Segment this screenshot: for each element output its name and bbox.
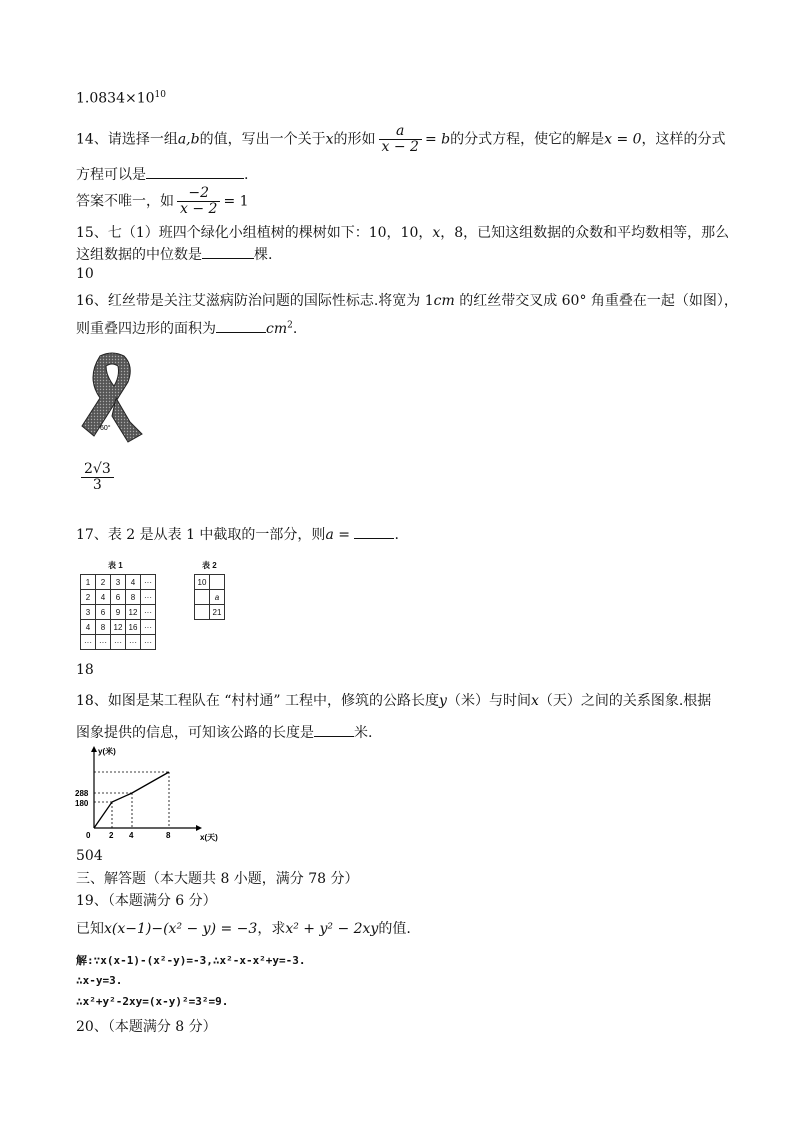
graph-xtick: 2 (109, 831, 114, 840)
table1-cell: 6 (111, 590, 126, 605)
table2-cell (195, 590, 210, 605)
table1-row (81, 575, 156, 590)
table1-cell: 12 (126, 605, 141, 620)
table1-cell: ··· (126, 635, 141, 650)
table1-cell: 1 (81, 575, 96, 590)
red-ribbon-figure (78, 352, 146, 444)
q19-header: 19、（本题满分 6 分） (76, 893, 217, 909)
q19-solution-line1: 解:∵x(x-1)-(x²-y)=-3,∴x²-x-x²+y=-3. (76, 954, 306, 967)
q17-answer: 18 (76, 662, 94, 678)
table1-row (81, 620, 156, 635)
table2-cell: 10 (195, 575, 210, 590)
q14-fraction: $\frac{a}{x - 2}$ (379, 124, 422, 155)
q14-answer: 答案不唯一，如 $\frac{-2}{x - 2}$ = 1 (76, 185, 249, 217)
graph-origin: 0 (86, 831, 91, 840)
table2 (194, 574, 225, 620)
q18-line1: 18、如图是某工程队在 “村村通” 工程中，修筑的公路长度y（米）与时间x（天）之间的关系图象.根据 (76, 693, 712, 709)
table2-cell (210, 575, 225, 590)
table1-cell: 12 (111, 620, 126, 635)
q14-line2: 方程可以是 . (76, 167, 249, 183)
table1-cell: 2 (81, 590, 96, 605)
q16-line2: 则重叠四边形的面积为 $cm^2$. (76, 320, 298, 337)
table1-cell: ··· (81, 635, 96, 650)
q19-solution-line2: ∴x-y=3. (76, 974, 123, 987)
q15-line2: 这组数据的中位数是 棵. (76, 247, 273, 263)
table1-cell: 8 (96, 620, 111, 635)
table1-cell: ··· (96, 635, 111, 650)
table1-cell: ··· (141, 635, 156, 650)
table2-caption: 表 2 (202, 561, 217, 570)
table1-cell: 3 (111, 575, 126, 590)
q15-blank (202, 246, 254, 259)
graph-ylabel: y(米) (98, 747, 116, 756)
table1-caption: 表 1 (108, 561, 123, 570)
table2-row (195, 605, 225, 620)
graph-ytick: 288 (75, 789, 89, 798)
road-length-graph (74, 744, 224, 846)
table1-cell: ··· (111, 635, 126, 650)
table1-cell: 4 (126, 575, 141, 590)
section3-heading: 三、解答题（本大题共 8 小题，满分 78 分） (76, 871, 359, 887)
q18-blank (314, 724, 354, 737)
angle-label: 60° (100, 425, 111, 432)
q15-answer: 10 (76, 266, 94, 282)
table1-cell: 3 (81, 605, 96, 620)
table1-row (81, 590, 156, 605)
q19-problem: 已知x(x−1)−(x² − y) = −3，求x² + y² − 2xy的值. (76, 921, 411, 937)
table2-cell (195, 605, 210, 620)
table1-cell: 2 (96, 575, 111, 590)
table1-cell: ··· (141, 575, 156, 590)
table1-cell: ··· (141, 590, 156, 605)
table1 (80, 574, 156, 650)
q20-header: 20、（本题满分 8 分） (76, 1019, 217, 1035)
table1-cell: 4 (81, 620, 96, 635)
graph-ytick: 180 (75, 799, 89, 808)
q16-line1: 16、红丝带是关注艾滋病防治问题的国际性标志.将宽为 1cm 的红丝带交叉成 60° 角重叠在一起（如图）， (76, 293, 738, 309)
q17-blank (354, 526, 394, 539)
q18-line2: 图象提供的信息，可知该公路的长度是 米. (76, 725, 373, 741)
table1-cell: 4 (96, 590, 111, 605)
table2-row (195, 590, 225, 605)
table1-row (81, 635, 156, 650)
table1-cell: ··· (141, 605, 156, 620)
q17-question: 17、表 2 是从表 1 中截取的一部分，则a = . (76, 527, 399, 543)
q16-blank (216, 320, 266, 333)
table1-cell: 8 (126, 590, 141, 605)
q14-blank (146, 166, 244, 179)
table1-cell: ··· (141, 620, 156, 635)
graph-xtick: 4 (129, 831, 134, 840)
q15-line1: 15、七（1）班四个绿化小组植树的棵树如下：10，10，x，8，已知这组数据的众数和平均数相等，那么 (76, 225, 730, 241)
table2-row (195, 575, 225, 590)
table1-cell: 6 (96, 605, 111, 620)
graph-line (94, 772, 169, 828)
table1-cell: 16 (126, 620, 141, 635)
graph-xlabel: x(天) (200, 833, 218, 842)
table1-row (81, 605, 156, 620)
q13-answer: $1.0834\times 10^{10}$ (76, 90, 166, 107)
q16-answer: $\frac{2√3}{3}$ (78, 462, 117, 493)
table1-cell: 9 (111, 605, 126, 620)
q19-solution-line3: ∴x²+y²-2xy=(x-y)²=3²=9. (76, 995, 229, 1008)
q18-answer: 504 (76, 848, 103, 864)
graph-xtick: 8 (166, 831, 171, 840)
table2-cell: 21 (210, 605, 225, 620)
table2-cell: a (210, 590, 225, 605)
q14-line1: 14、请选择一组a,b的值，写出一个关于x的形如 $\frac{a}{x - 2}$ = b的分式方程，使它的解是x = 0，这样的分式 (76, 123, 726, 155)
